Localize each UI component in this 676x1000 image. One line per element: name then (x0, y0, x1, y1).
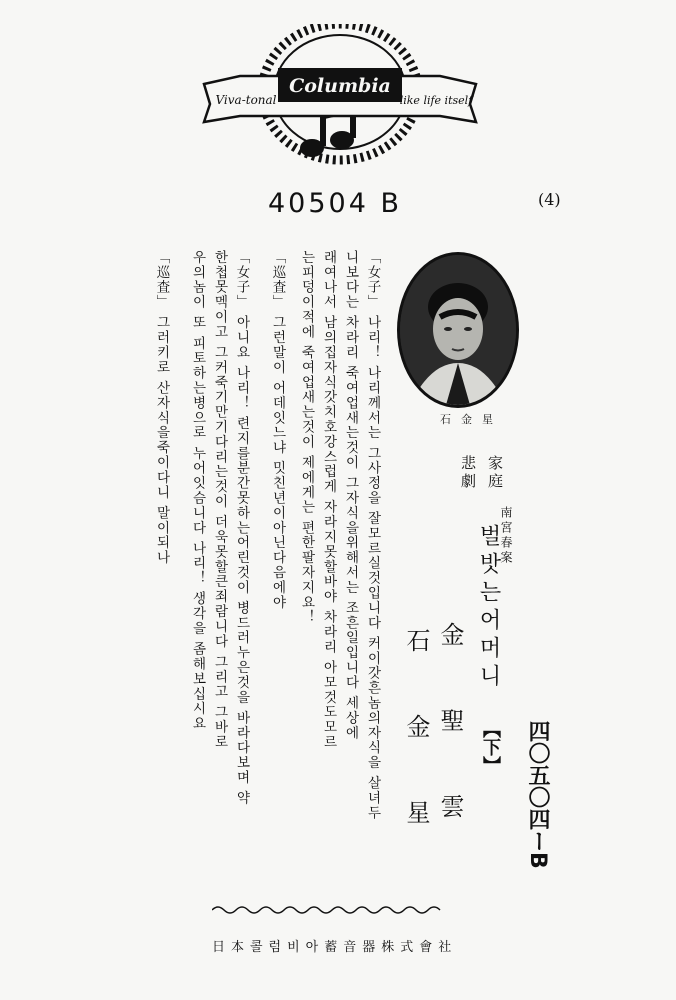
decorative-wave-rule (212, 904, 442, 916)
genre-line-2: 悲劇 (459, 455, 477, 491)
photo-caption: 石金星 (440, 413, 503, 426)
performer-name-2: 石金星 (402, 628, 430, 886)
columbia-logo (200, 24, 480, 174)
dialogue-line: 는피덩이적에 죽여업새는것이 제에게는 편한팔자지요！ (298, 250, 315, 625)
genre-line-1: 家庭 (486, 455, 504, 491)
logo-brand: Columbia (289, 75, 391, 97)
dialogue-line: 「女子」 나리！ 나리께서는 그사정을 잘모르실것입니다 커이갓흔놈의자식을 살녀두 (364, 250, 381, 821)
adaptation-credit: 南宮春案 (499, 506, 513, 566)
publisher-footer: 日本콜럼비아蓄音器株式會社 (212, 940, 458, 955)
dialogue-line: 우의놈이 또 피토하는병으로 누어잇슴니다 나리！ 생각을 좀해보십시요 (189, 250, 206, 732)
performer-name-1: 金聖雲 (436, 622, 464, 880)
part-marker: 【下】 (480, 720, 501, 774)
dialogue-line: 「巡査」 그러키로 산자식을죽이다니 말이되나 (153, 250, 170, 566)
dialogue-line: 래여나서 남의집자식갓치호강스럽게 자라지못할바야 차라리 아모것도모르 (320, 250, 337, 750)
dialogue-line: 한첩못멕이고 그커죽기만기다리는것이 더욱못할큰죄람니다 그리고 그바로 (211, 250, 228, 750)
performer-photo (397, 252, 519, 408)
logo-left-slogan: Viva-tonal (215, 93, 277, 107)
dialogue-line: 니보다는 차라리 죽여업새는것이 그자식을위해서는 조흔일입니다 세상에 (342, 250, 359, 741)
dialogue-line: 「巡査」 그런말이 어데잇느냐 밋친년이아닌다음에야 (269, 250, 286, 610)
dialogue-line: 「女子」 아니요 나리！ 련지를분간못하는어린것이 병드러누은것을 바라다보며 약 (233, 250, 250, 806)
side-catalog-number: 四〇五〇四ーB (525, 720, 550, 869)
logo-right-slogan: like life itself (399, 94, 473, 107)
record-title: 벌밧는어머니 (476, 524, 501, 692)
page-number: (4) (538, 190, 561, 209)
catalog-number: 40504 B (268, 188, 402, 219)
